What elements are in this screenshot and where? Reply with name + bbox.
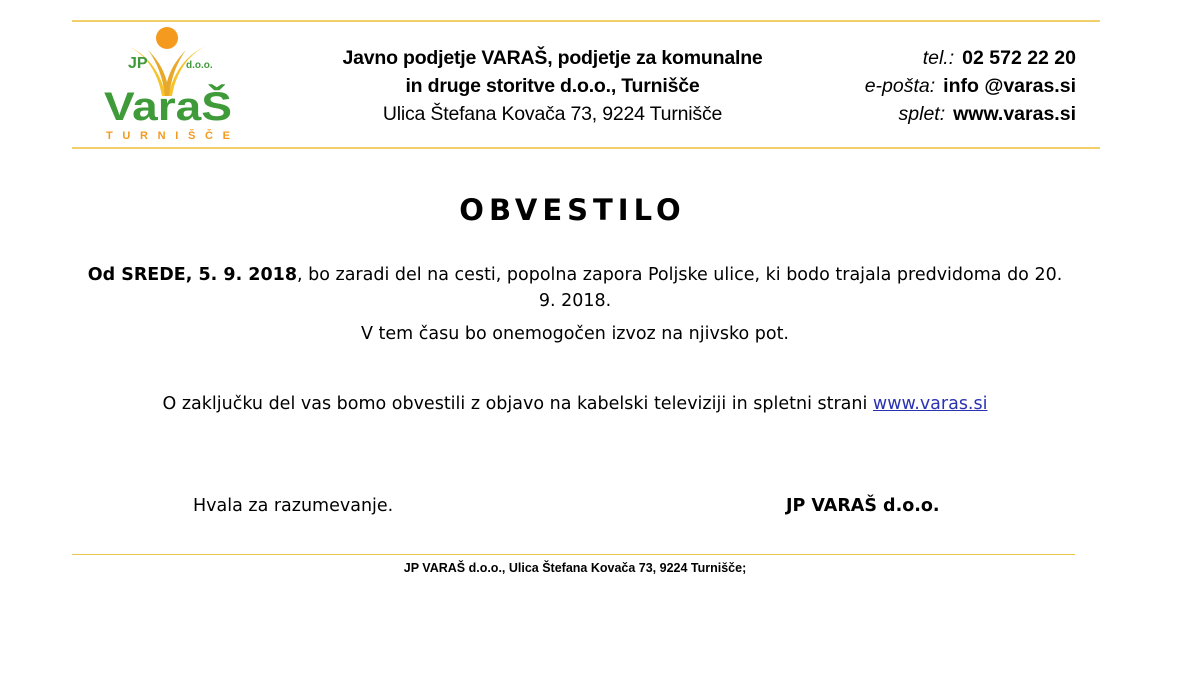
logo-sun	[156, 27, 178, 49]
logo-graphic	[100, 24, 240, 144]
company-line-2: in druge storitve d.o.o., Turnišče	[405, 75, 700, 97]
company-logo	[100, 24, 240, 144]
footer-rule	[72, 554, 1075, 555]
notice-paragraph-1	[80, 262, 1070, 314]
contact-value[interactable]: info @varas.si	[943, 75, 1076, 97]
contact-value: 02 572 22 20	[962, 47, 1076, 69]
logo-name: VaraŠ	[104, 85, 216, 129]
notice-paragraph-1-text: , bo zaradi del na cesti, popolna zapora Poljske ulice, ki bodo trajala predvidoma do 20. 9. 2018.	[297, 265, 1063, 311]
contact-email	[820, 72, 1076, 100]
header-top-rule	[72, 20, 1100, 22]
notice-title: OBVESTILO	[459, 193, 686, 227]
notice-paragraph-3-text: O zaključku del vas bomo obvestili z objavo na kabelski televiziji in spletni strani	[162, 394, 873, 414]
thanks-text: Hvala za razumevanje.	[193, 496, 394, 516]
company-info	[300, 44, 805, 128]
contact-value[interactable]: www.varas.si	[953, 103, 1076, 125]
logo-doo: d.o.o.	[186, 60, 213, 71]
company-address: Ulica Štefana Kovača 73, 9224 Turnišče	[382, 103, 723, 125]
notice-paragraph-2: V tem času bo onemogočen izvoz na njivsko pot.	[361, 324, 789, 344]
contact-label: tel.:	[922, 47, 955, 69]
notice-date: Od SREDE, 5. 9. 2018	[87, 265, 298, 285]
contact-label: e-pošta:	[864, 75, 936, 97]
logo-jp: JP	[128, 55, 148, 72]
contact-info	[820, 44, 1076, 128]
footer-text: JP VARAŠ d.o.o., Ulica Štefana Kovača 73, 9224 Turnišče;	[403, 561, 747, 575]
notice-paragraph-3	[0, 391, 1150, 417]
header-bottom-rule	[72, 147, 1100, 149]
contact-website	[820, 100, 1076, 128]
contact-label: splet:	[898, 103, 946, 125]
website-link[interactable]: www.varas.si	[872, 394, 988, 414]
contact-phone	[820, 44, 1076, 72]
signature: JP VARAŠ d.o.o.	[786, 496, 940, 516]
company-line-1: Javno podjetje VARAŠ, podjetje za komunalne	[342, 47, 763, 69]
logo-town: TURNIŠČE	[106, 130, 230, 142]
